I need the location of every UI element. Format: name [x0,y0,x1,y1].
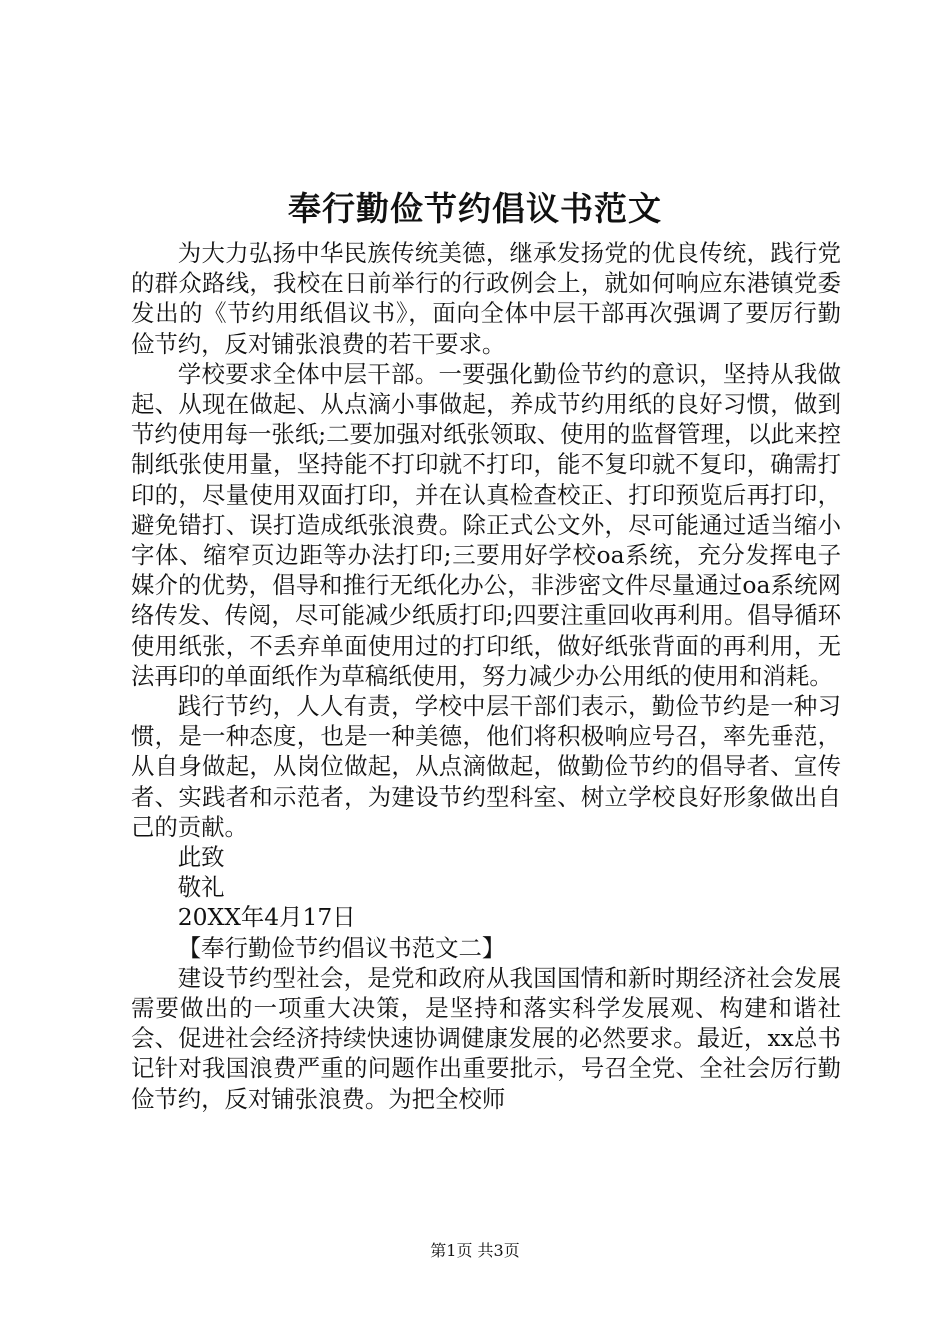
document-title: 奉行勤俭节约倡议书范文 [288,189,662,228]
page-number-footer: 第1页 共3页 [430,1241,520,1260]
paragraph-intro: 为大力弘扬中华民族传统美德，继承发扬党的优良传统，践行党的群众路线，我校在日前举行的行政例会上，就如何响应东港镇党委发出的《节约用纸倡议书》，面向全体中层干部再次强调了要厉行勤俭节约，反对铺张浪费的若干要求。 [131,239,841,358]
paragraph-commitment: 践行节约，人人有责，学校中层干部们表示，勤俭节约是一种习惯，是一种态度，也是一种美德，他们将积极响应号召，率先垂范，从自身做起，从岗位做起，从点滴做起，做勤俭节约的倡导者、宣传者、实践者和示范者，为建设节约型科室、树立学校良好形象做出自己的贡献。 [131,692,841,841]
paragraph-requirements: 学校要求全体中层干部。一要强化勤俭节约的意识，坚持从我做起、从现在做起、从点滴小事做起，养成节约用纸的良好习惯，做到节约使用每一张纸;二要加强对纸张领取、使用的监督管理，以此来控制纸张使用量，坚持能不打印就不打印，能不复印就不复印，确需打印的，尽量使用双面打印，并在认真检查校正、打印预览后再打印，避免错打、误打造成纸张浪费。除正式公文外，尽可能通过适当缩小字体、缩窄页边距等办法打印;三要用好学校oa系统，充分发挥电子媒介的优势，倡导和推行无纸化办公，非涉密文件尽量通过oa系统网络传发、传阅，尽可能减少纸质打印;四要注重回收再利用。倡导循环使用纸张，不丢弃单面使用过的打印纸，做好纸张背面的再利用，无法再印的单面纸作为草稿纸使用，努力减少办公用纸的使用和消耗。 [131,359,841,690]
paragraph-section-two: 建设节约型社会，是党和政府从我国国情和新时期经济社会发展需要做出的一项重大决策，是坚持和落实科学发展观、构建和谐社会、促进社会经济持续快速协调健康发展的必然要求。最近，xx总书记针对我国浪费严重的问题作出重要批示，号召全党、全社会厉行勤俭节约，反对铺张浪费。为把全校师 [131,963,841,1113]
section-heading-two: 【奉行勤俭节约倡议书范文二】 [177,933,506,962]
closing-regards: 敬礼 [177,873,225,902]
document-date: 20XX年4月17日 [177,903,356,932]
closing-salutation: 此致 [177,843,225,872]
document-body [131,238,841,1114]
